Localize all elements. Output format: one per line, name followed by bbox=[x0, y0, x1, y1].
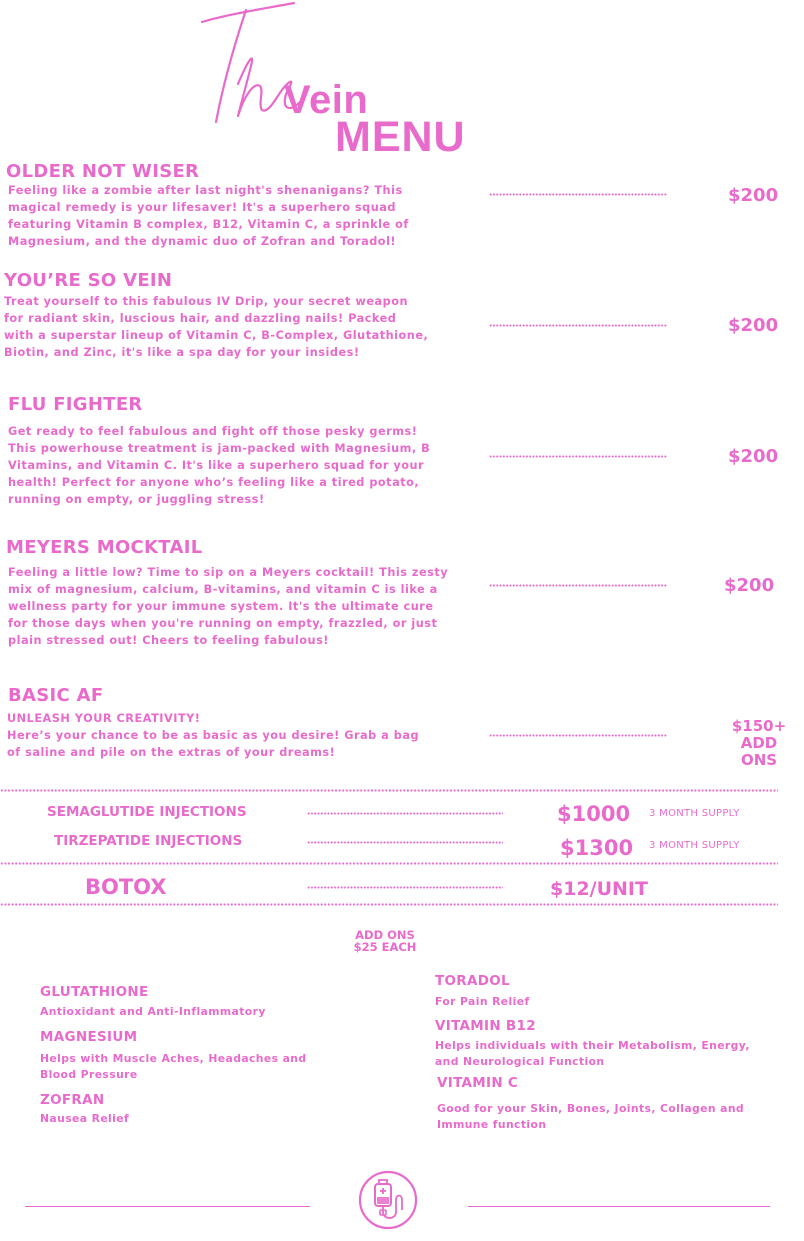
injection-note: 3 MONTH SUPPLY bbox=[649, 840, 740, 851]
addon-toradol: TORADOL bbox=[435, 973, 510, 989]
drip-price: $200 bbox=[724, 575, 775, 596]
dotted-leader bbox=[307, 886, 503, 889]
drip-price: $200 bbox=[728, 446, 779, 467]
dotted-leader bbox=[489, 193, 667, 196]
drip-title-meyers-mocktail: MEYERS MOCKTAIL bbox=[6, 537, 203, 558]
addon-vitamin-b12: VITAMIN B12 bbox=[435, 1018, 536, 1034]
addon-vitamin-c: VITAMIN C bbox=[437, 1075, 519, 1091]
dotted-leader bbox=[489, 324, 667, 327]
dotted-leader bbox=[489, 584, 667, 587]
section-divider bbox=[0, 862, 778, 865]
logo-vein: Vein bbox=[284, 78, 369, 122]
footer-line-right bbox=[468, 1206, 770, 1207]
addons-heading-line: ADD ONS bbox=[355, 928, 415, 942]
footer-line-left bbox=[25, 1206, 310, 1207]
drip-subtitle: UNLEASH YOUR CREATIVITY! bbox=[7, 712, 201, 725]
iv-bag-icon bbox=[358, 1170, 418, 1230]
drip-description: Here’s your chance to be as basic as you desire! Grab a bag of saline and pile on the extras of your dreams! bbox=[7, 729, 420, 759]
addon-desc: For Pain Relief bbox=[435, 995, 530, 1008]
addon-desc: Antioxidant and Anti-Inflammatory bbox=[40, 1005, 266, 1018]
drip-description: Feeling like a zombie after last night's shenanigans? This magical remedy is your lifesaver! It's a superhero squad featuring Vitamin B complex, B12, Vitamin C, a sprinkle of Magnesium, and the dynamic duo of Zofran and Toradol! bbox=[8, 184, 409, 248]
drip-title-flu-fighter: FLU FIGHTER bbox=[8, 394, 143, 415]
addon-desc: Helps individuals with their Metabolism, Energy, and Neurological Function bbox=[435, 1039, 750, 1068]
drip-title-youre-so-vein: YOU’RE SO VEIN bbox=[4, 270, 173, 291]
dotted-leader bbox=[489, 734, 667, 737]
drip-description: Feeling a little low? Time to sip on a Meyers cocktail! This zesty mix of magnesium, calcium, B-vitamins, and vitamin C is like a wellness party for your immune system. It's the ultimate cure for those days when you're running on empty, frazzled, or just plain stressed out! Cheers to feeling fabulous! bbox=[8, 566, 449, 647]
addon-zofran: ZOFRAN bbox=[40, 1092, 105, 1108]
logo-menu: MENU bbox=[335, 113, 466, 161]
drip-description: Get ready to feel fabulous and fight off those pesky germs! This powerhouse treatment is jam-packed with Magnesium, B Vitamins, and Vitamin C. It's like a superhero squad for your health! Perfect for anyone who’s feeling like a tired potato, running on empty, or juggling stress! bbox=[8, 425, 431, 506]
injection-price: $1000 bbox=[557, 802, 631, 826]
drip-title-basic-af: BASIC AF bbox=[8, 685, 104, 706]
addons-price-line: $25 EACH bbox=[353, 940, 417, 954]
addon-desc: Nausea Relief bbox=[40, 1112, 130, 1125]
dotted-leader bbox=[307, 812, 503, 815]
addon-desc: Good for your Skin, Bones, Joints, Collagen and Immune function bbox=[437, 1102, 745, 1131]
dotted-leader bbox=[307, 841, 503, 844]
price-line: ADD bbox=[740, 734, 778, 752]
drip-price: $200 bbox=[728, 185, 779, 206]
section-divider bbox=[0, 789, 778, 792]
drip-price-stack bbox=[730, 718, 788, 769]
price-line: $150+ bbox=[731, 717, 787, 735]
addon-magnesium: MAGNESIUM bbox=[40, 1029, 138, 1045]
injection-note: 3 MONTH SUPPLY bbox=[649, 808, 740, 819]
addons-heading bbox=[336, 929, 434, 953]
injection-label-semaglutide: SEMAGLUTIDE INJECTIONS bbox=[47, 804, 247, 820]
injection-label-tirzepatide: TIRZEPATIDE INJECTIONS bbox=[54, 833, 243, 849]
botox-price: $12/UNIT bbox=[550, 878, 648, 900]
dotted-leader bbox=[489, 455, 667, 458]
addon-desc: Helps with Muscle Aches, Headaches and Blood Pressure bbox=[40, 1052, 307, 1081]
injection-price: $1300 bbox=[560, 836, 634, 860]
section-divider bbox=[0, 903, 778, 906]
drip-title-older-not-wiser: OLDER NOT WISER bbox=[6, 161, 200, 182]
botox-label: BOTOX bbox=[85, 875, 167, 899]
drip-price: $200 bbox=[728, 315, 779, 336]
price-line: ONS bbox=[740, 751, 778, 769]
addon-glutathione: GLUTATHIONE bbox=[40, 984, 149, 1000]
drip-description: Treat yourself to this fabulous IV Drip, your secret weapon for radiant skin, luscious hair, and dazzling nails! Packed with a superstar lineup of Vitamin C, B-Complex, Glutathione, Biotin, and Zinc, it's like a spa day for your insides! bbox=[4, 295, 429, 359]
